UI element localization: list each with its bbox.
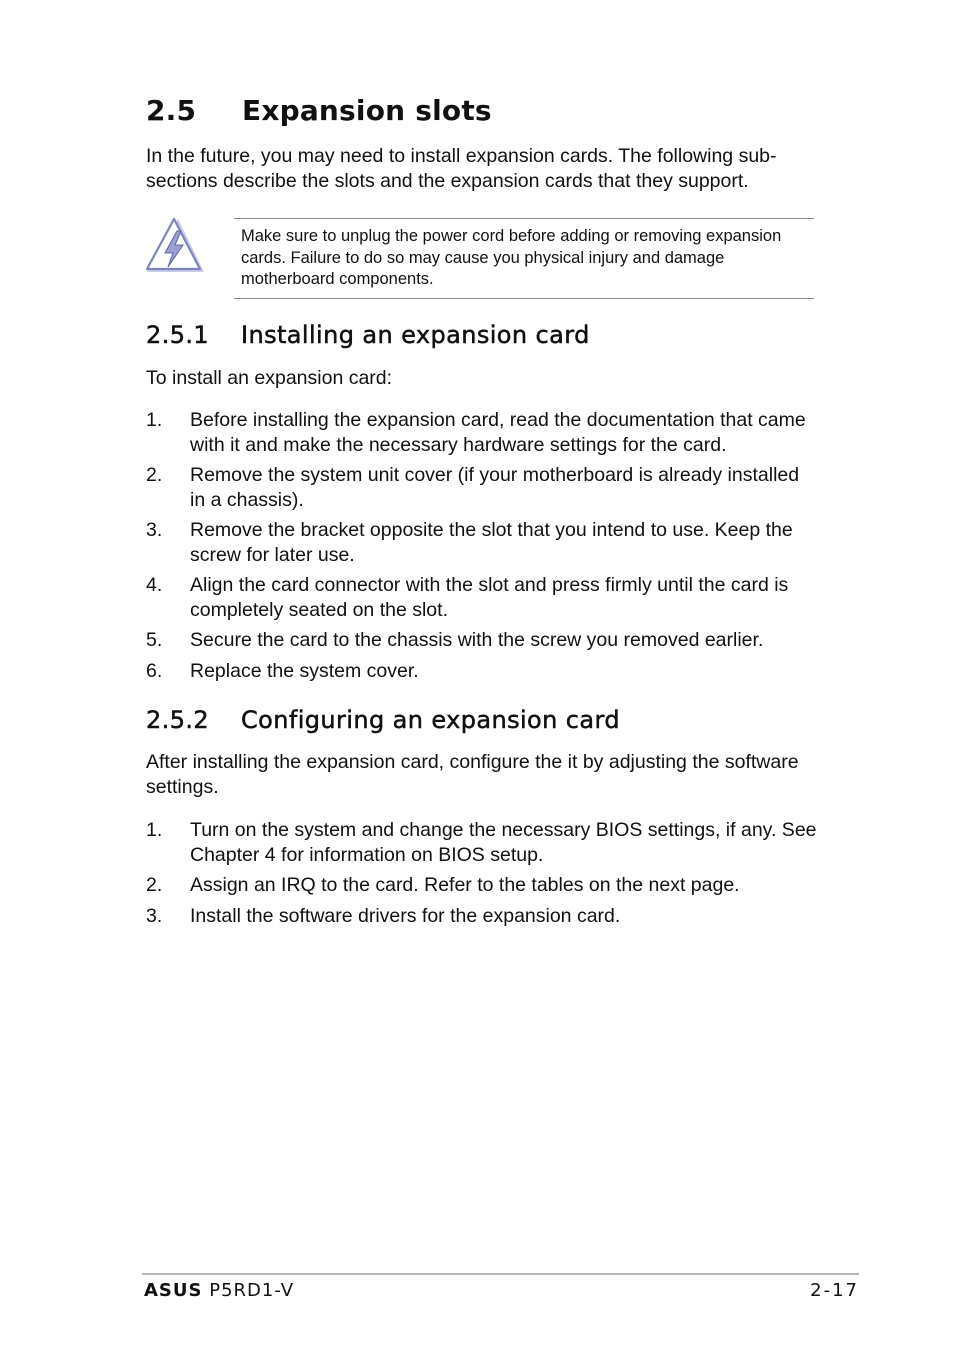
step-text: Remove the system unit cover (if your motherboard is already installed in a chassis). — [190, 464, 800, 511]
step-number: 3. — [146, 519, 163, 541]
section-title: Expansion slots — [242, 94, 492, 127]
section-number: 2.5 — [146, 94, 197, 127]
list-item — [146, 904, 818, 929]
footer-divider — [142, 1273, 859, 1275]
list-item — [146, 408, 818, 457]
section-heading — [146, 94, 492, 127]
subsection-title: Installing an expansion card — [241, 321, 590, 349]
step-text: Replace the system cover. — [190, 659, 419, 682]
page-number: 2-17 — [810, 1280, 859, 1301]
step-number: 2. — [146, 464, 163, 486]
configuring-lead: After installing the expansion card, configure the it by adjusting the software settings. — [146, 751, 799, 798]
list-item — [146, 659, 818, 684]
step-number: 1. — [146, 819, 163, 841]
subsection-title: Configuring an expansion card — [241, 706, 620, 734]
list-item — [146, 818, 818, 867]
step-number: 6. — [146, 659, 163, 682]
step-text: Turn on the system and change the necessary BIOS settings, if any. See Chapter 4 for information on BIOS setup. — [190, 819, 817, 866]
step-text: Remove the bracket opposite the slot that you intend to use. Keep the screw for later use. — [190, 519, 793, 566]
step-number: 5. — [146, 629, 163, 651]
note-text: Make sure to unplug the power cord before adding or removing expansion cards. Failure to do so may cause you physical injury and damage motherboard components. — [241, 227, 782, 288]
warning-lightning-icon — [144, 216, 206, 276]
subsection-heading-configuring — [146, 706, 620, 734]
step-text: Install the software drivers for the expansion card. — [190, 904, 621, 927]
subsection-number: 2.5.1 — [146, 321, 210, 349]
footer-brand: ASUS — [144, 1280, 203, 1301]
note-bottom-divider — [234, 298, 814, 299]
step-number: 2. — [146, 874, 163, 896]
installing-lead: To install an expansion card: — [146, 367, 393, 389]
step-number: 4. — [146, 574, 163, 596]
installing-steps — [146, 408, 818, 689]
footer-product — [144, 1280, 294, 1301]
step-text: Secure the card to the chassis with the screw you removed earlier. — [190, 629, 764, 651]
list-item — [146, 628, 818, 653]
configuring-steps — [146, 818, 818, 934]
list-item — [146, 873, 818, 898]
step-text: Assign an IRQ to the card. Refer to the tables on the next page. — [190, 874, 740, 896]
subsection-heading-installing — [146, 321, 590, 349]
step-number: 3. — [146, 904, 163, 927]
list-item — [146, 463, 818, 512]
step-number: 1. — [146, 409, 163, 431]
step-text: Align the card connector with the slot and press firmly until the card is completely seated on the slot. — [190, 574, 789, 621]
note-top-divider — [234, 218, 814, 219]
footer-model: P5RD1-V — [209, 1280, 295, 1301]
step-text: Before installing the expansion card, read the documentation that came with it and make the necessary hardware settings for the card. — [190, 409, 806, 456]
list-item — [146, 518, 818, 567]
section-intro: In the future, you may need to install expansion cards. The following sub-sections describe the slots and the expansion cards that they support. — [146, 145, 777, 192]
list-item — [146, 573, 818, 622]
subsection-number: 2.5.2 — [146, 706, 210, 734]
